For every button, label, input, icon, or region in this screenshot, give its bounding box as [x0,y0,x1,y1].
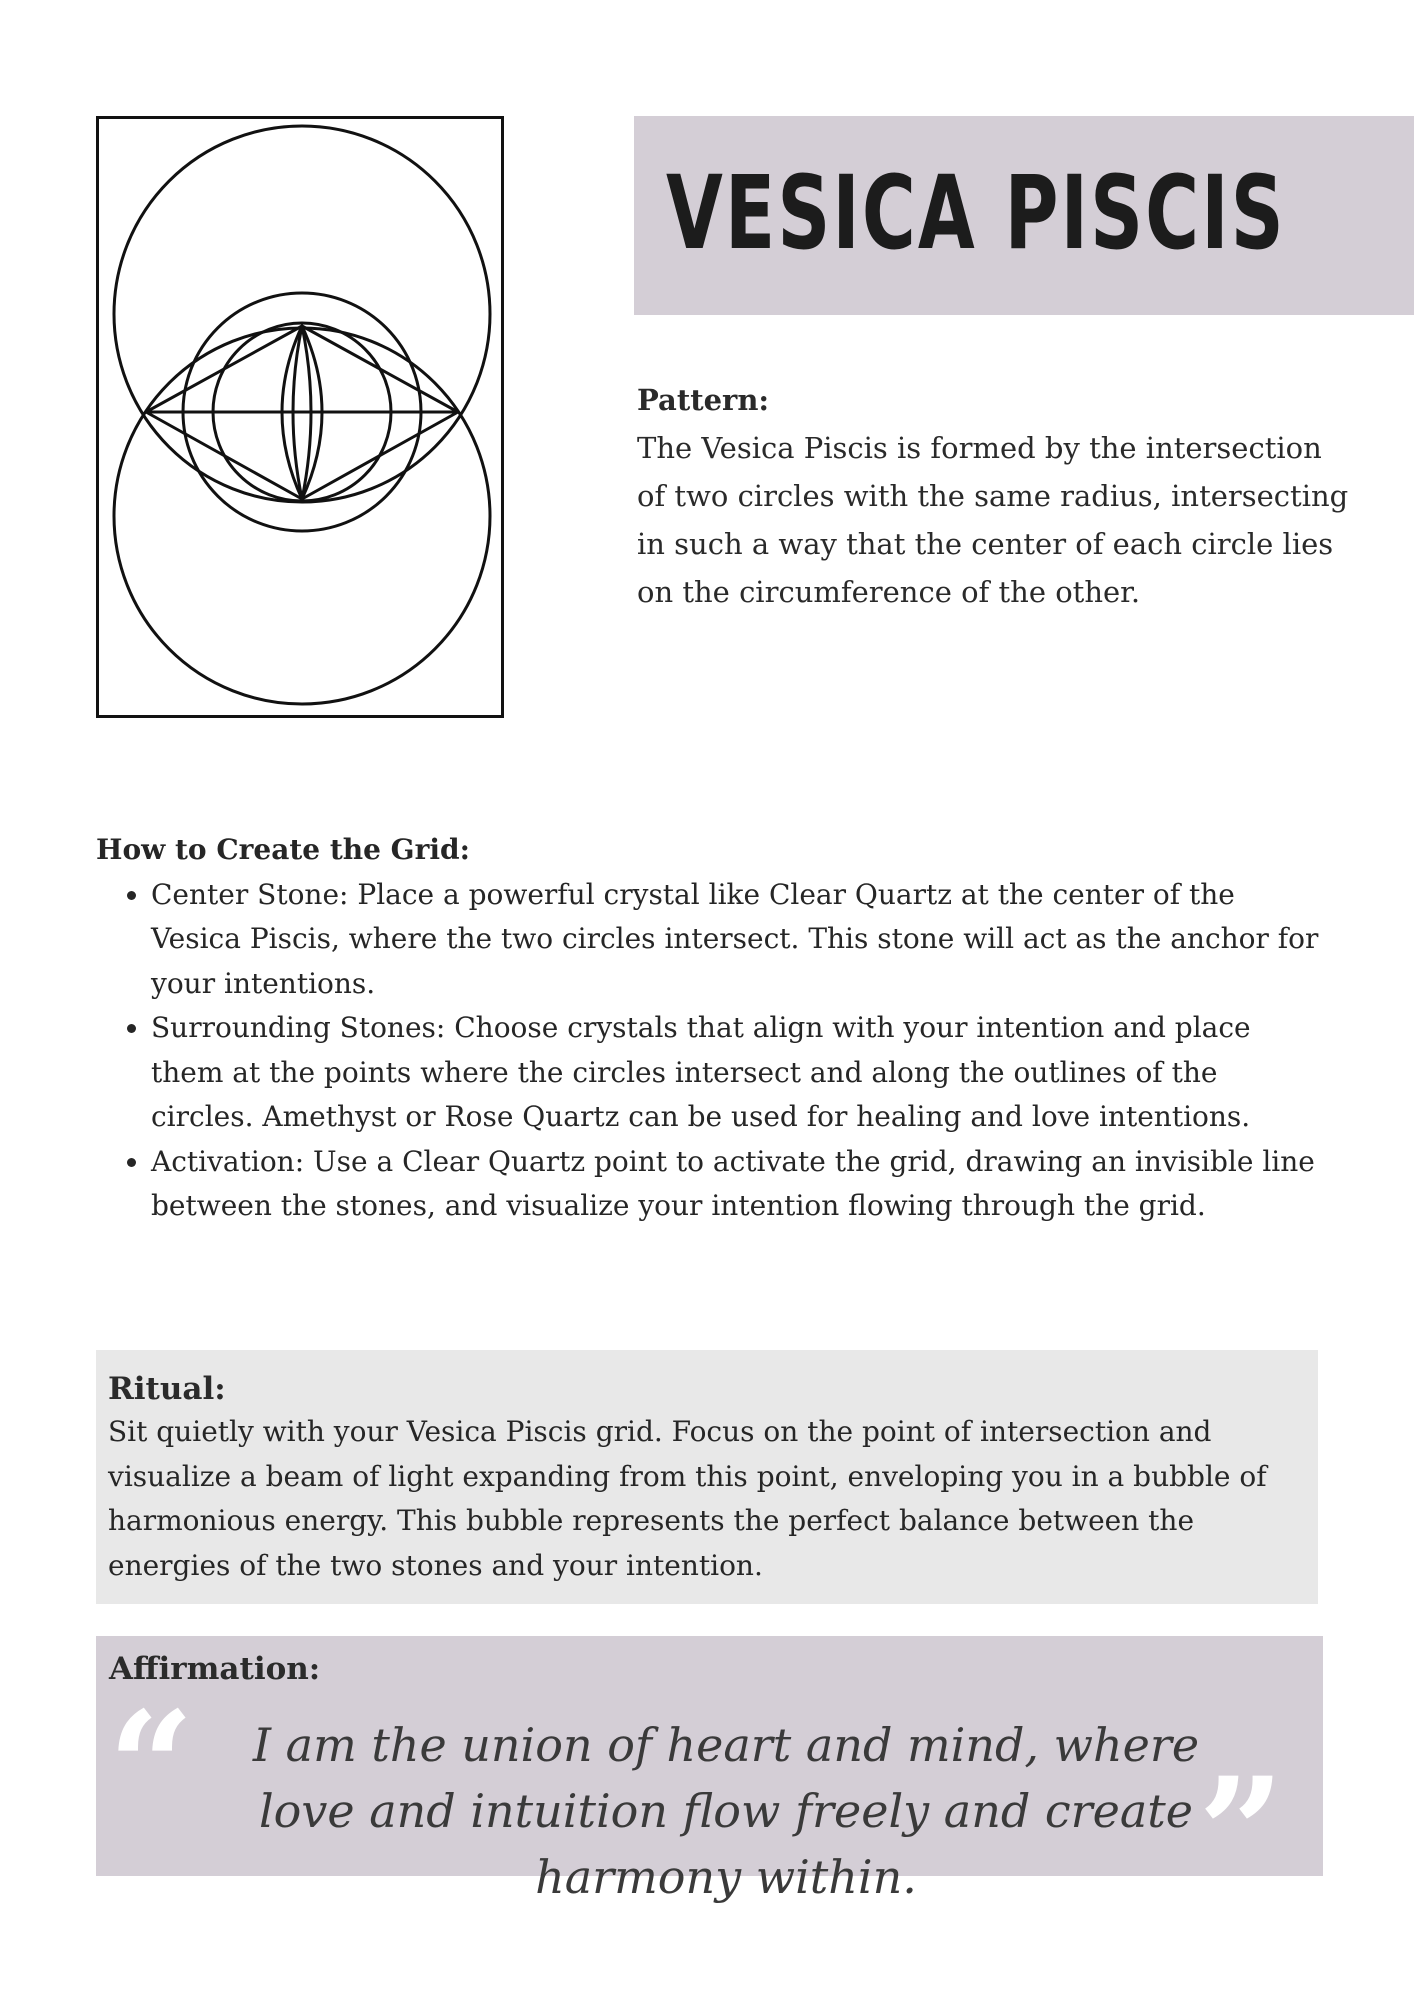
open-quote-icon: “ [108,1679,195,1855]
affirmation-text: I am the union of heart and mind, where love and intuition flow freely and create harmony within. [252,1718,1200,1904]
affirmation-label: Affirmation: [109,1651,321,1687]
list-item: • Center Stone: Place a powerful crystal like Clear Quartz at the center of the Vesica Piscis, where the two circles intersect. This stone will act as the anchor for your intentions. [151,873,1326,1007]
pattern-label: Pattern: [637,383,770,417]
upper-circle [114,126,490,502]
list-item: • Surrounding Stones: Choose crystals that align with your intention and place them at the points where the circles intersect and along the outlines of the circles. Amethyst or Rose Quartz can be used for healing and love intentions. [151,1006,1326,1140]
grid-steps-list [96,873,1326,1229]
vesica-piscis-diagram [96,116,504,718]
pattern-text: The Vesica Piscis is formed by the intersection of two circles with the same radius, intersecting in such a way that the center of each circle lies on the circumference of the other. [637,431,1349,609]
diagram-frame [98,118,503,717]
lower-circle [114,328,490,704]
pattern-section [637,376,1357,616]
ritual-box [96,1350,1318,1604]
grid-instructions-section [96,828,1326,1229]
list-item: • Activation: Use a Clear Quartz point to activate the grid, drawing an invisible line between the stones, and visualize your intention flowing through the grid. [151,1140,1326,1229]
ritual-text: Sit quietly with your Vesica Piscis grid. Focus on the point of intersection and visualize a beam of light expanding from this point, enveloping you in a bubble of harmonious energy. This bubble represents the perfect balance between the energies of the two stones and your intention. [108,1415,1267,1582]
close-quote-icon: ” [1198,1745,1285,1921]
title-banner [634,116,1414,315]
vesica-piscis-figure [96,116,504,718]
page-title: VESICA PISCIS [666,154,1286,273]
ritual-label: Ritual: [108,1371,226,1407]
grid-label: How to Create the Grid: [96,833,470,866]
affirmation-box [96,1636,1323,1921]
